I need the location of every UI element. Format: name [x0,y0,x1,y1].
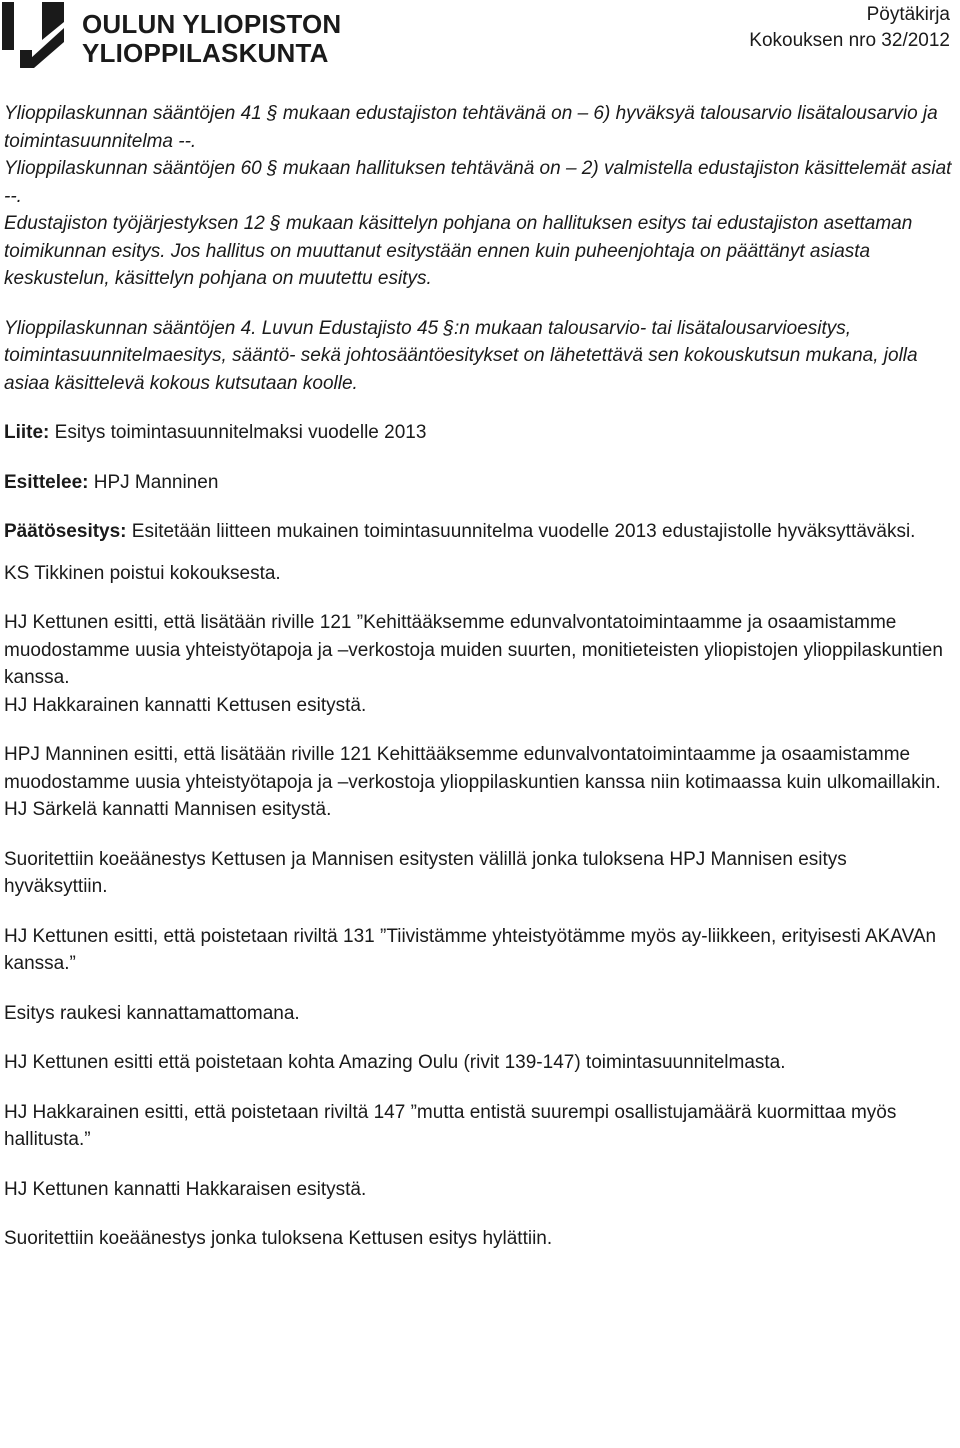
minutes-paragraph: HPJ Manninen esitti, että lisätään riville 121 Kehittääksemme edunvalvontatoimintaamme ja osaamistamme muodostamme uusia yhteistyötapoja ja –verkostoja ylioppilaskuntien kanssa niin kotimaassa kuin ulkomaillakin. [4,744,941,793]
presenter-label: Esittelee: [4,471,89,493]
minutes-paragraph: HJ Kettunen esitti, että poistetaan riviltä 131 ”Tiivistämme yhteistyötämme myös ay-liikkeen, erityisesti AKAVAn kanssa.” [4,925,937,974]
attachment-line [4,419,954,447]
minutes-paragraph: Esitys raukesi kannattamattomana. [4,1002,300,1024]
logo-line-1: OULUN YLIOPISTON [82,9,342,39]
meeting-number: Kokouksen nro 32/2012 [749,30,950,51]
minutes-paragraph: KS Tikkinen poistui kokouksesta. [4,562,281,584]
rules-paragraph-agenda: Edustajiston työjärjestyksen 12 § mukaan käsittelyn pohjana on hallituksen esitys tai edustajiston asettaman toimikunnan esitys. Jos hallitus on muuttanut esitystään ennen kuin puheenjohtaja on päättänyt asiasta keskustelun, käsittelyn pohjana on muutettu esitys. [4,213,913,289]
document-meta [749,2,950,54]
presenter-text: HPJ Manninen [88,471,219,493]
minutes-paragraph: Suoritettiin koeäänestys Kettusen ja Mannisen esitysten välillä jonka tuloksena HPJ Mannisen esitys hyväksyttiin. [4,848,847,897]
rules-paragraph-60: Ylioppilaskunnan sääntöjen 60 § mukaan hallituksen tehtävänä on – 2) valmistella edustajiston käsittelemät asiat --. [4,158,952,207]
minutes-paragraph: HJ Hakkarainen esitti, että poistetaan riviltä 147 ”mutta entistä suurempi osallistujamäärä kuormittaa myös hallitusta.” [4,1101,897,1150]
university-logo [2,2,342,68]
logo-wordmark [82,10,341,68]
minutes-paragraph: HJ Kettunen kannatti Hakkaraisen esitystä. [4,1178,367,1200]
minutes-paragraph: Suoritettiin koeäänestys jonka tuloksena Kettusen esitys hylättiin. [4,1228,553,1249]
minutes-paragraph: HJ Särkelä kannatti Mannisen esitystä. [4,799,332,820]
presenter-line [4,469,954,497]
document-header [0,0,960,80]
rules-paragraph-45: Ylioppilaskunnan sääntöjen 4. Luvun Edustajisto 45 §:n mukaan talousarvio- tai lisätalousarvioesitys, toimintasuunnitelmaesitys, sääntö- sekä johtosääntöesitykset on lähetettävä sen kokouskutsun mukana, jolla asiaa käsittelevä kokous kutsutaan koolle. [4,317,918,394]
document-type: Pöytäkirja [866,4,950,25]
logo-mark-icon [2,2,66,68]
logo-line-2: YLIOPPILASKUNTA [82,38,329,68]
document-body [4,100,954,1253]
proposal-label: Päätösesitys: [4,521,127,542]
attachment-text: Esitys toimintasuunnitelmaksi vuodelle 2013 [49,422,427,443]
minutes-paragraph: HJ Kettunen esitti, että lisätään riville 121 ”Kehittääksemme edunvalvontatoimintaamme ja osaamistamme muodostamme uusia yhteistyötapoja ja –verkostoja muiden suurten, monitieteisten yliopistojen ylioppilaskuntien kanssa. [4,612,943,688]
proposal-text: Esitetään liitteen mukainen toimintasuunnitelma vuodelle 2013 edustajistolle hyväksyttäväksi. [126,521,916,542]
attachment-label: Liite: [4,422,50,443]
minutes-paragraph: HJ Hakkarainen kannatti Kettusen esitystä. [4,694,367,716]
proposal-line [4,518,954,546]
rules-paragraph-41: Ylioppilaskunnan sääntöjen 41 § mukaan edustajiston tehtävänä on – 6) hyväksyä talousarvio lisätalousarvio ja toimintasuunnitelma --. [4,103,938,152]
minutes-paragraph: HJ Kettunen esitti että poistetaan kohta Amazing Oulu (rivit 139-147) toimintasuunnitelmasta. [4,1052,786,1073]
